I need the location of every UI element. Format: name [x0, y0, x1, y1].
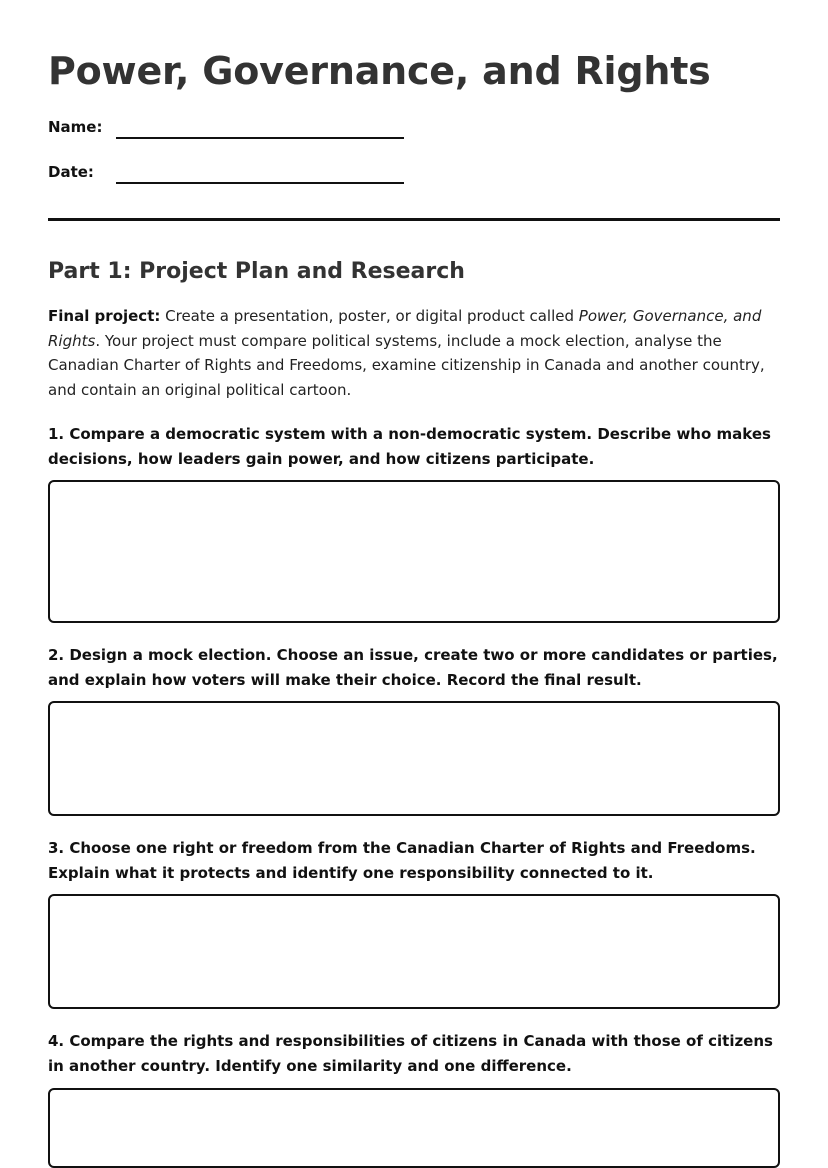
answer-box-2[interactable]	[48, 701, 780, 816]
answer-box-1[interactable]	[48, 480, 780, 623]
header-divider	[48, 218, 780, 221]
page-title: Power, Governance, and Rights	[48, 49, 711, 93]
date-field-row	[48, 160, 408, 184]
date-label: Date:	[48, 163, 94, 181]
intro-text-before: Create a presentation, poster, or digital product called	[160, 307, 579, 325]
question-1: 1. Compare a democratic system with a non-democratic system. Describe who makes decisions, how leaders gain power, and how citizens participate.	[48, 425, 771, 468]
answer-box-4[interactable]	[48, 1088, 780, 1168]
intro-lead: Final project:	[48, 307, 161, 325]
section-heading-part1: Part 1: Project Plan and Research	[48, 259, 465, 284]
name-label: Name:	[48, 118, 103, 136]
date-input-line[interactable]	[116, 182, 404, 184]
question-4: 4. Compare the rights and responsibilities of citizens in Canada with those of citizens in another country. Identify one similarity and one difference.	[48, 1032, 773, 1075]
intro-project-title: Power, Governance, and Rights	[48, 307, 762, 350]
intro-text-after: . Your project must compare political systems, include a mock election, analyse the Canadian Charter of Rights and Freedoms, examine citizenship in Canada and another country, and contain an original political cartoon.	[48, 331, 765, 399]
question-2: 2. Design a mock election. Choose an issue, create two or more candidates or parties, and explain how voters will make their choice. Record the final result.	[48, 646, 778, 689]
answer-box-3[interactable]	[48, 894, 780, 1009]
name-field-row	[48, 115, 408, 139]
project-intro	[48, 304, 780, 402]
name-input-line[interactable]	[116, 137, 404, 139]
question-3: 3. Choose one right or freedom from the Canadian Charter of Rights and Freedoms. Explain what it protects and identify one responsibility connected to it.	[48, 839, 756, 882]
